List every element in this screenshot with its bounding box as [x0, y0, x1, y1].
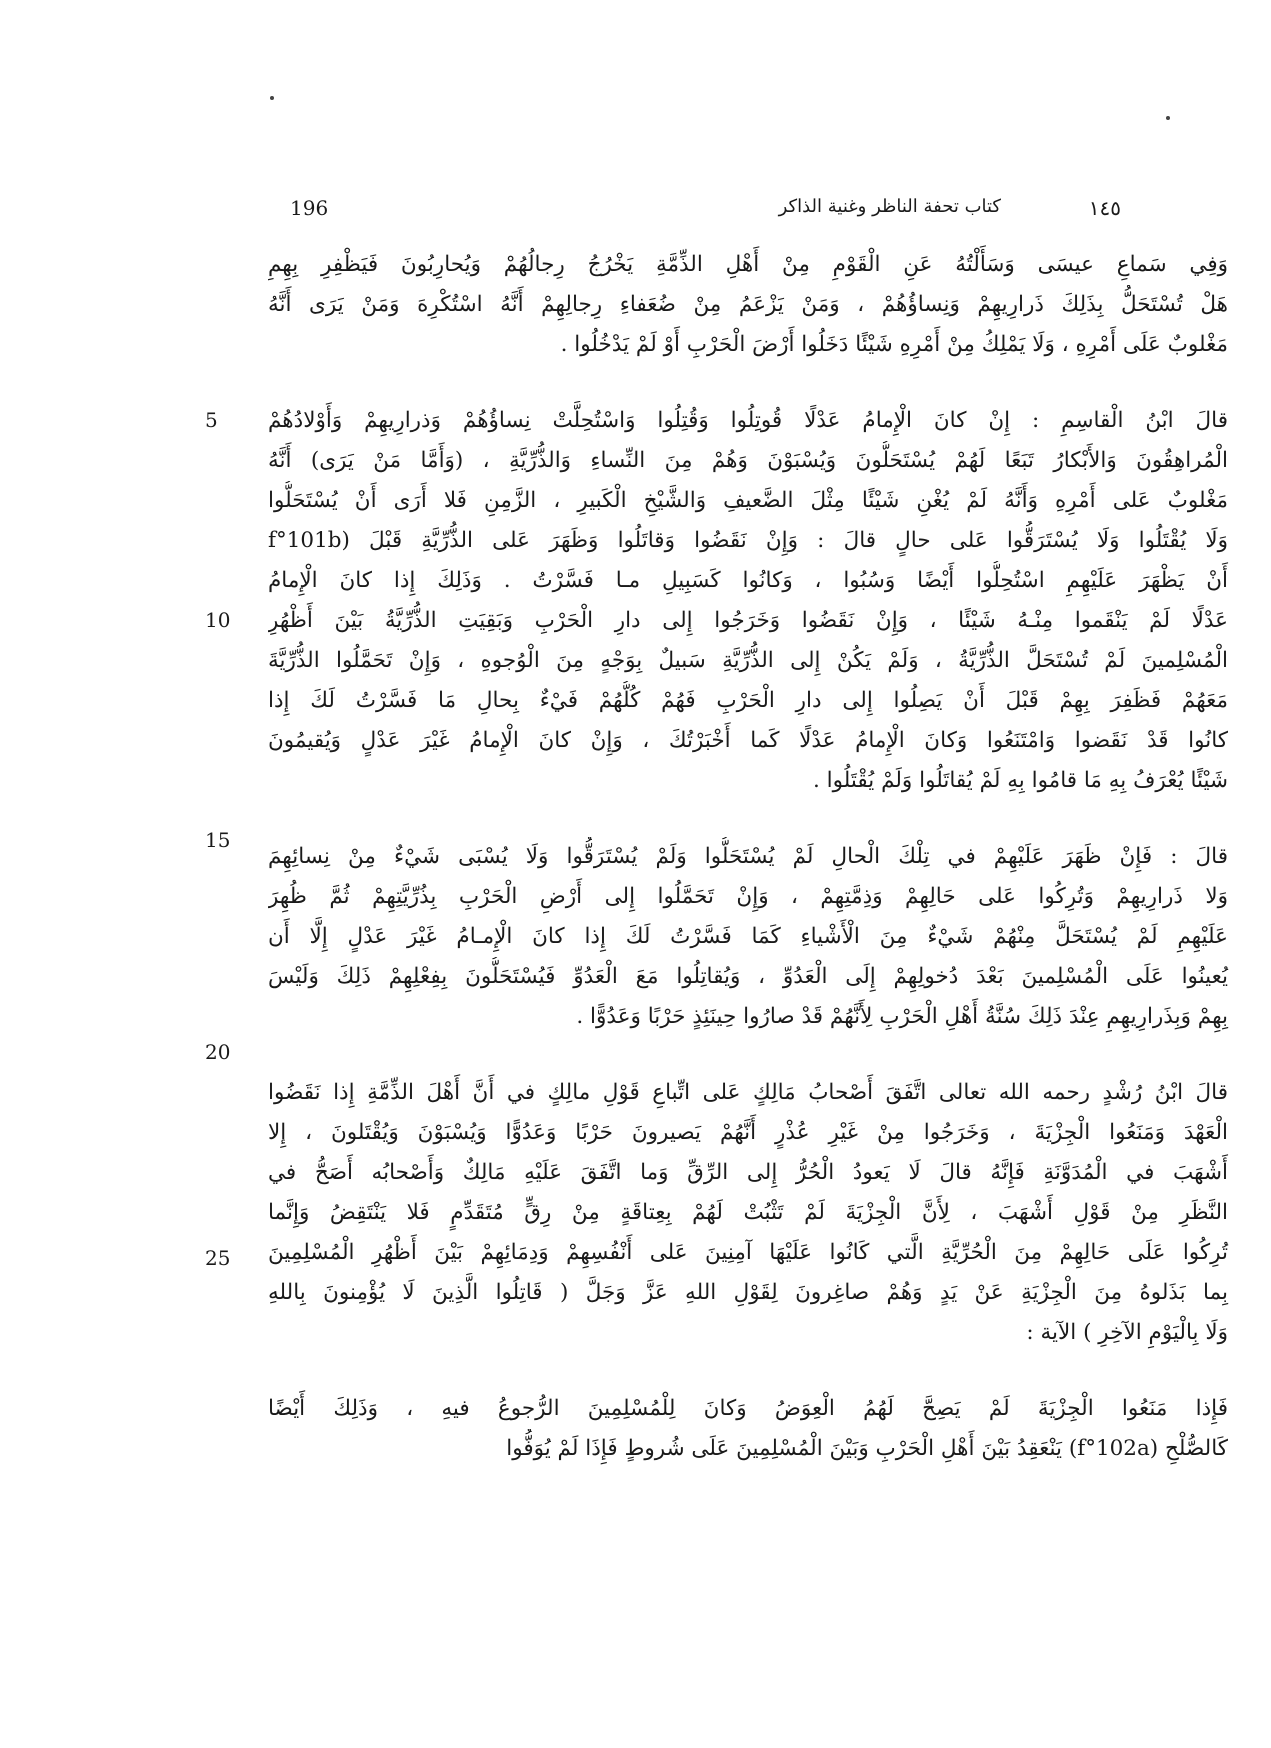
paragraph [268, 245, 1258, 365]
text-line: قالَ ابْنُ الْقاسِمِ : إِنْ كانَ الْإِمامُ عَدْلًا قُوتِلُوا وَقُتِلُوا وَاسْتُحِلَّتْ نِساؤُهُمْ وَذرارِيهِمْ وَأَوْلادُهُمْ [268, 408, 1228, 433]
text-line: وَلَا بِالْيَوْمِ الآخِرِ ) الآية : [1026, 1320, 1228, 1345]
line-number: 25 [205, 1246, 231, 1270]
line-number: 10 [205, 608, 231, 632]
text-line: يُعينُوا عَلَى الْمُسْلِمينَ بَعْدَ دُخولِهِمْ إِلَى الْعَدُوِّ ، وَيُقاتِلُوا مَعَ الْعَدُوِّ فَيُسْتَحَلُّونَ بِفِعْلِهِمْ ذَلِكَ وَلَيْسَ [268, 964, 1228, 989]
text-line: مَغْلوبٌ عَلَى أَمْرِهِ ، وَلَا يَمْلِكُ مِنْ أَمْرِهِ شَيْئًا دَخَلُوا أَرْضَ الْحَرْبِ أَوْ لَمْ يَدْخُلُوا . [560, 332, 1228, 357]
paragraph [268, 401, 1258, 801]
page-header [290, 196, 1121, 226]
running-title: كتاب تحفة الناظر وغنية الذاكر [778, 196, 1001, 217]
line-number: 5 [205, 408, 218, 432]
text-line: عَلَيْهِمِ لَمْ يُسْتَحَلَّ مِنْهُمْ شَيْءٌ مِنَ الْأَشْياءِ كَمَا فَسَّرْتُ لَكَ إِذا كانَ الْإِمـامُ غَيْرَ عَدْلٍ إِلَّا أَن [268, 924, 1228, 949]
paragraph [268, 1073, 1258, 1353]
text-line: وَفِي سَماعِ عيسَى وَسَأَلْتُهُ عَنِ الْقَوْمِ مِنْ أَهْلِ الذِّمَّةِ يَخْرُجُ رِجالُهُمْ وَيُحارِبُونَ فَيَظْفِرِ بِهِمِ [268, 252, 1228, 277]
text-line: أَنْ يَظْهَرَ عَلَيْهِمِ اسْتُحِلُّوا أَيْضًا وَسُبُوا ، وَكانُوا كَسَبِيلِ مـا فَسَّرْتُ . وَذَلِكَ إِذا كانَ الْإِمامُ [268, 568, 1228, 593]
text-line: كَالصُّلْحِ (f°102a) يَنْعَقِدُ بَيْنَ أَهْلِ الْحَرْبِ وَبَيْنَ الْمُسْلِمِينَ عَلَى شُروطٍ فَإِذَا لَمْ يُوَفُّوا [506, 1436, 1228, 1461]
text-line: مَعَهُمْ فَظَفِرَ بِهِمْ قَبْلَ أَنْ يَصِلُوا إِلى دارِ الْحَرْبِ فَهُمْ كُلُّهُمْ فَيْءٌ بِحالِ مَا فَسَّرْتُ لَكَ إِذا [268, 688, 1228, 713]
page-number-arabic: ١٤٥ [1088, 196, 1121, 220]
scan-speck [270, 96, 274, 100]
text-line: فَإِذا مَنَعُوا الْجِزْيَةَ لَمْ يَصِحَّ لَهُمُ الْعِوَضُ وَكانَ لِلْمُسْلِمِينَ الرُّجوعُ فيهِ ، وَذَلِكَ أَيْضًا [268, 1396, 1228, 1421]
page-number-western: 196 [290, 196, 329, 220]
text-line: النَّظَرِ مِنْ قَوْلِ أَشْهَبَ ، لِأَنَّ الْجِزْيَةَ لَمْ تَثْبُتْ لَهُمْ بِعِتاقَةٍ مِنْ رِقٍّ مُتَقَدِّمٍ فَلا يَنْتَقِضُ وَإِنَّما [268, 1200, 1228, 1225]
text-line: قالَ : فَإِنْ ظَهَرَ عَلَيْهِمْ في تِلْكَ الْحالِ لَمْ يُسْتَحَلُّوا وَلَمْ يُسْتَرَقُّوا وَلَا يُسْبَى شَيْءٌ مِنْ نِسائِهِمَ [268, 844, 1228, 869]
text-line: الْمُراهِقُونَ وَالأَبْكارُ تَبَعًا لَهُمْ يُسْتَحَلُّونَ وَيُسْبَوْنَ وَهُمْ مِنَ النِّساءِ وَالذُّرِّيَّةِ ، (وَأَمَّا مَنْ يَرَى) أَنَّهُ [268, 448, 1228, 473]
scan-speck [1166, 116, 1170, 120]
text-line: بِما بَذَلوهُ مِنَ الْجِزْيَةِ عَنْ يَدٍ وَهُمْ صاغِرونَ لِقَوْلِ اللهِ عَزَّ وَجَلَّ ( قَاتِلُوا الَّذِينَ لَا يُؤْمِنونَ بِاللهِ [268, 1280, 1228, 1305]
text-line: عَدْلًا لَمْ يَنْقَموا مِنْـهُ شَيْئًا ، وَإِنْ نَقَضُوا وَخَرَجُوا إِلى دارِ الْحَرْبِ وَبَقِيَتِ الذُّرِّيَّةُ بَيْنَ أَظْهُرِ [268, 608, 1228, 633]
main-text [268, 245, 1258, 1505]
text-line: شَيْئًا يُعْرَفُ بِهِ مَا قامُوا بِهِ لَمْ يُقاتَلُوا وَلَمْ يُقْتَلُوا . [813, 768, 1228, 793]
text-line: بِهِمْ وَبِذَرارِيهِمِ عِنْدَ ذَلِكَ سُنَّةُ أَهْلِ الْحَرْبِ لِأَنَّهُمْ قَدْ صارُوا حِينَئِذٍ حَرْبًا وَعَدُوًّا . [576, 1004, 1228, 1029]
text-line: الْمُسْلِمينَ لَمْ تُسْتَحَلَّ الذُّرِّيَّةُ ، وَلَمْ يَكُنْ إِلى الذُّرِّيَّةِ سَبيلٌ بِوَجْهٍ مِنَ الْوُجوهِ ، وَإِنْ تَحَمَّلُوا الذُّرِّيَّةَ [268, 648, 1228, 673]
text-line: وَلَا يُقْتَلُوا وَلَا يُسْتَرَقُّوا عَلى حالٍ قالَ : وَإِنْ نَقَضُوا وَقاتَلُوا وَظَهَرَ عَلى الذُّرِّيَّةِ قَبْلَ (f°101b [268, 528, 1228, 553]
text-line: تُرِكُوا عَلَى حَالِهِمْ مِنَ الْحُرِّيَّةِ الَّتي كَانُوا عَلَيْهَا آمِنِينَ عَلى أَنْفُسِهِمْ وَدِمَائِهِمْ بَيْنَ أَظْهُرِ الْمُسْلِمِينَ [268, 1240, 1228, 1265]
text-line: وَلا ذَرارِيهِمْ وَتُرِكُوا عَلى حَالِهِمْ وَذِمَّتِهِمْ ، وَإِنْ تَحَمَّلُوا إِلى أَرْضِ الْحَرْبِ بِذُرِّيَّتِهِمْ ثُمَّ ظُهِرَ [268, 884, 1228, 909]
line-number: 15 [205, 828, 231, 852]
text-line: كانُوا قَدْ نَقَضوا وَامْتَنَعُوا وَكانَ الْإِمامُ عَدْلًا كَما أَخْبَرْتُكَ ، وَإِنْ كانَ الْإِمامُ غَيْرَ عَدْلٍ وَيُقيمُونَ [268, 728, 1228, 753]
text-line: هَلْ تُسْتَحَلُّ بِذَلِكَ ذَرارِيهِمْ وَنِساؤُهُمْ ، وَمَنْ يَزْعَمُ مِنْ ضُعَفاءِ رِجالِهِمْ أَنَّهُ اسْتُكْرِهَ وَمَنْ يَرَى أَنَّهُ [268, 292, 1228, 317]
text-line: أَشْهَبَ في الْمُدَوَّنَةِ فَإِنَّهُ قالَ لَا يَعودُ الْحُرُّ إِلى الرِّقِّ وَما اتَّفَقَ عَلَيْهِ مَالِكٌ وَأَصْحابُه أَصَحُّ في [268, 1160, 1228, 1185]
text-line: قالَ ابْنُ رُشْدٍ رحمه الله تعالى اتَّفَقَ أَصْحابُ مَالِكٍ عَلى اتِّباعِ قَوْلِ مالِكٍ في أَنَّ أَهْلَ الذِّمَّةِ إِذا نَقَضُوا [268, 1080, 1228, 1105]
text-line: مَغْلوبٌ عَلى أَمْرِهِ وَأَنَّهُ لَمْ يُغْنِ شَيْئًا مِثْلَ الضَّعيفِ وَالشَّيْخِ الْكَبيرِ ، الزَّمِنِ فَلا أَرَى أَنْ يُسْتَحَلُّوا [268, 488, 1228, 513]
paragraph [268, 837, 1258, 1037]
paragraph [268, 1389, 1258, 1469]
text-line: الْعَهْدَ وَمَنَعُوا الْجِزْيَةَ ، وَخَرَجُوا مِنْ غَيْرِ عُذْرٍ أَنَّهُمْ يَصيرونَ حَرْبًا وَعَدُوًّا وَيُسْبَوْنَ وَيُقْتَلونَ ، إِلا [268, 1120, 1228, 1145]
line-number: 20 [205, 1040, 231, 1064]
